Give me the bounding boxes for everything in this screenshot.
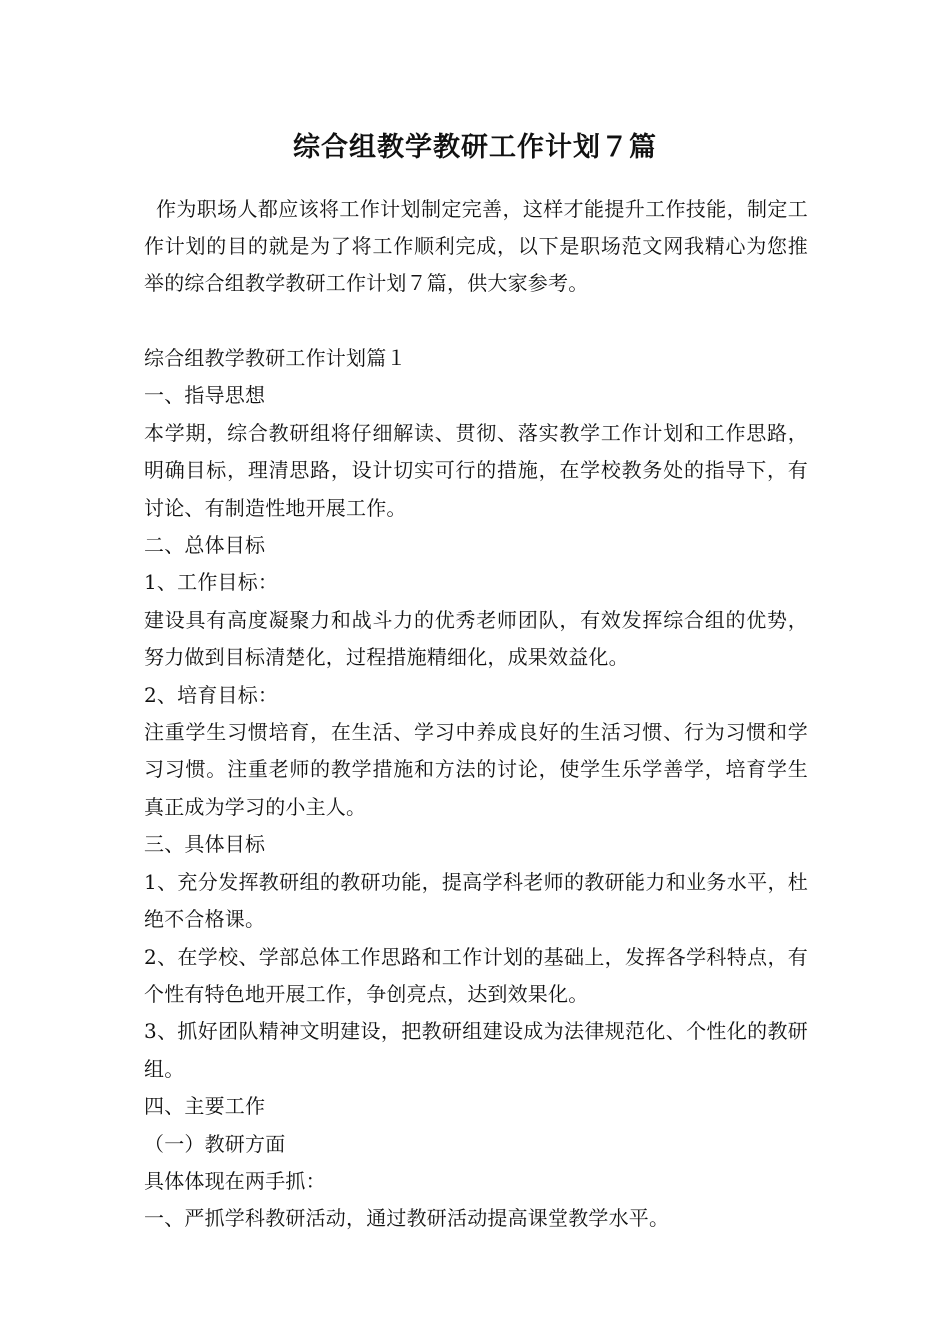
subsection-heading: 2、培育目标： (144, 682, 279, 707)
list-item: 2、在学校、学部总体工作思路和工作计划的基础上，发挥各学科特点，有个性有特色地开展工作，争创亮点，达到效果化。 (144, 944, 808, 1006)
body-paragraph: 建设具有高度凝聚力和战斗力的优秀老师团队，有效发挥综合组的优势，努力做到目标清楚化，过程措施精细化，成果效益化。 (144, 607, 808, 670)
body-paragraph: 具体体现在两手抓： (144, 1168, 326, 1193)
body-paragraph: 注重学生习惯培育，在生活、学习中养成良好的生活习惯、行为习惯和学习习惯。注重老师的教学措施和方法的讨论，使学生乐学善学，培育学生真正成为学习的小主人。 (144, 720, 808, 819)
body-paragraph: 一、严抓学科教研活动，通过教研活动提高课堂教学水平。 (144, 1206, 670, 1231)
body-paragraph: 本学期，综合教研组将仔细解读、贯彻、落实教学工作计划和工作思路，明确目标，理清思路，设计切实可行的措施，在学校教务处的指导下，有讨论、有制造性地开展工作。 (144, 420, 808, 520)
section-heading: 一、指导思想 (144, 383, 266, 408)
subsection-heading: 1、工作目标： (144, 570, 279, 595)
document-title: 综合组教学教研工作计划７篇 (293, 132, 657, 163)
list-item: 1、充分发挥教研组的教研功能，提高学科老师的教研能力和业务水平，杜绝不合格课。 (144, 869, 808, 932)
document-body (144, 340, 808, 1238)
intro-paragraph: 作为职场人都应该将工作计划制定完善，这样才能提升工作技能，制定工作计划的目的就是为了将工作顺利完成，以下是职场范文网我精心为您推举的综合组教学教研工作计划７篇，供大家参考。 (144, 197, 808, 295)
list-item: 3、抓好团队精神文明建设，把教研组建设成为法律规范化、个性化的教研组。 (144, 1019, 808, 1081)
section-heading: 综合组教学教研工作计划篇１ (144, 346, 407, 370)
section-heading: 四、主要工作 (144, 1094, 266, 1119)
subsection-heading: （一）教研方面 (144, 1131, 286, 1156)
section-heading: 二、总体目标 (144, 533, 266, 558)
section-heading: 三、具体目标 (144, 832, 266, 857)
